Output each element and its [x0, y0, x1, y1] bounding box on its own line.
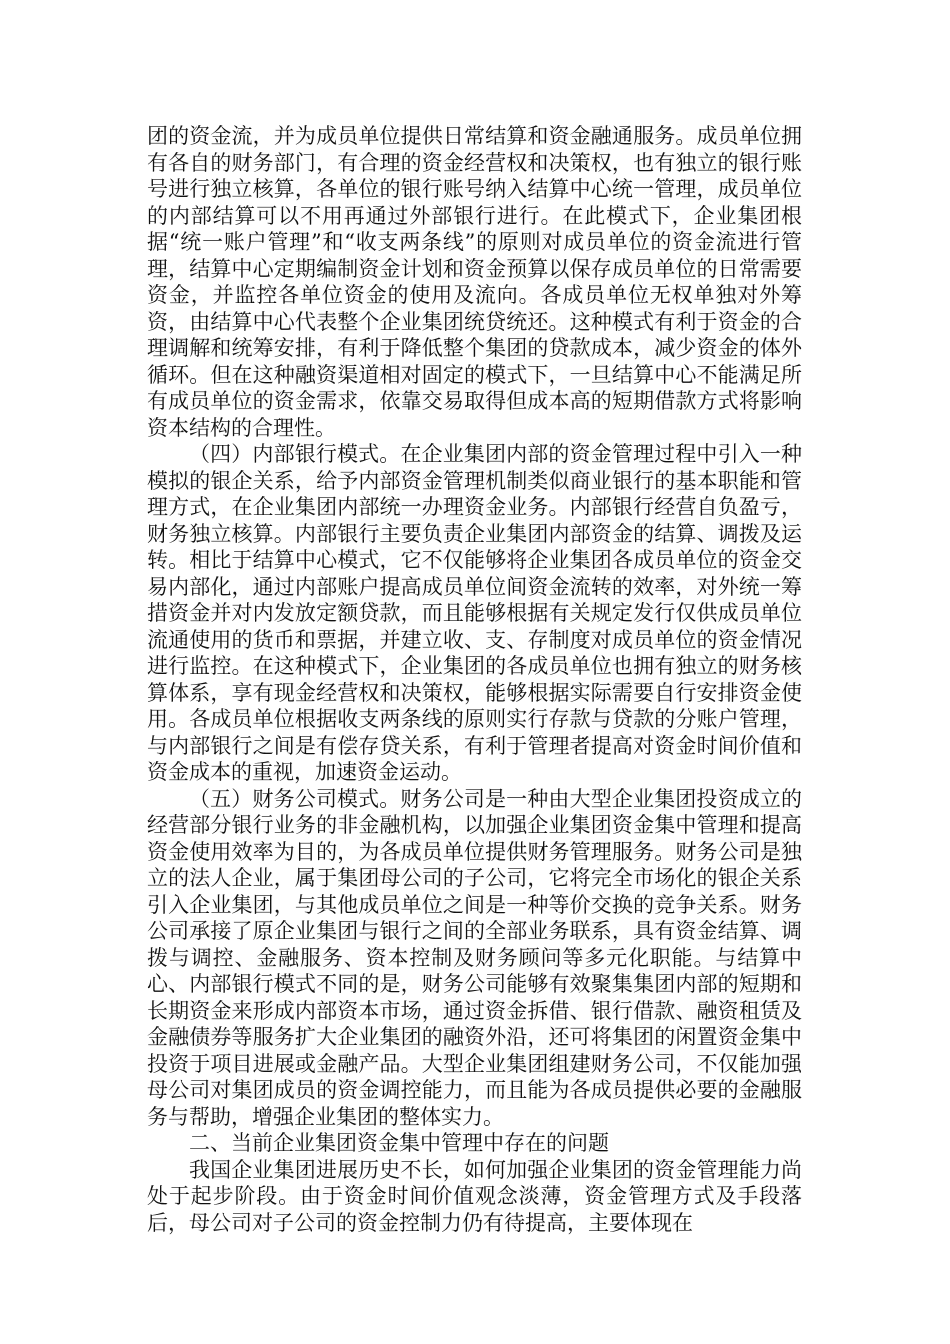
document-body — [147, 123, 802, 1236]
paragraph-finance-company-mode: （五）财务公司模式。财务公司是一种由大型企业集团投资成立的经营部分银行业务的非金融机构，以加强企业集团资金集中管理和提高资金使用效率为目的，为各成员单位提供财务管理服务。财务公司是独立的法人企业，属于集团母公司的子公司，它将完全市场化的银企关系引入企业集团，与其他成员单位之间是一种等价交换的竞争关系。财务公司承接了原企业集团与银行之间的全部业务联系，具有资金结算、调拨与调控、金融服务、资本控制及财务顾问等多元化职能。与结算中心、内部银行模式不同的是，财务公司能够有效聚集集团内部的短期和长期资金来形成内部资本市场，通过资金拆借、银行借款、融资租赁及金融债券等服务扩大企业集团的融资外沿，还可将集团的闲置资金集中投资于项目进展或金融产品。大型企业集团组建财务公司，不仅能加强母公司对集团成员的资金调控能力，而且能为各成员提供必要的金融服务与帮助，增强企业集团的整体实力。 — [147, 786, 802, 1129]
section-heading-problems: 二、当前企业集团资金集中管理中存在的问题 — [189, 1131, 609, 1155]
paragraph-settlement-center-continued: 团的资金流，并为成员单位提供日常结算和资金融通服务。成员单位拥有各自的财务部门，有合理的资金经营权和决策权，也有独立的银行账号进行独立核算，各单位的银行账号纳入结算中心统一管理，成员单位的内部结算可以不用再通过外部银行进行。在此模式下，企业集团根据“统一账户管理”和“收支两条线”的原则对成员单位的资金流进行管理，结算中心定期编制资金计划和资金预算以保存成员单位的日常需要资金，并监控各单位资金的使用及流向。各成员单位无权单独对外筹资，由结算中心代表整个企业集团统贷统还。这种模式有利于资金的合理调解和统筹安排，有利于降低整个集团的贷款成本，减少资金的体外循环。但在这种融资渠道相对固定的模式下，一旦结算中心不能满足所有成员单位的资金需求，依靠交易取得但成本高的短期借款方式将影响资本结构的合理性。 — [147, 124, 802, 440]
paragraph-internal-bank-mode: （四）内部银行模式。在企业集团内部的资金管理过程中引入一种模拟的银企关系，给予内部资金管理机制类似商业银行的基本职能和管理方式，在企业集团内部统一办理资金业务。内部银行经营自负盈亏，财务独立核算。内部银行主要负责企业集团内部资金的结算、调拨及运转。相比于结算中心模式，它不仅能够将企业集团各成员单位的资金交易内部化，通过内部账户提高成员单位间资金流转的效率，对外统一筹措资金并对内发放定额贷款，而且能够根据有关规定发行仅供成员单位流通使用的货币和票据，并建立收、支、存制度对成员单位的资金情况进行监控。在这种模式下，企业集团的各成员单位也拥有独立的财务核算体系，享有现金经营权和决策权，能够根据实际需要自行安排资金使用。各成员单位根据收支两条线的原则实行存款与贷款的分账户管理，与内部银行之间是有偿存贷关系，有利于管理者提高对资金时间价值和资金成本的重视，加速资金运动。 — [147, 442, 802, 784]
paragraph-problems-intro: 我国企业集团进展历史不长，如何加强企业集团的资金管理能力尚处于起步阶段。由于资金时间价值观念淡薄，资金管理方式及手段落后，母公司对子公司的资金控制力仍有待提高，主要体现在 — [147, 1157, 802, 1235]
